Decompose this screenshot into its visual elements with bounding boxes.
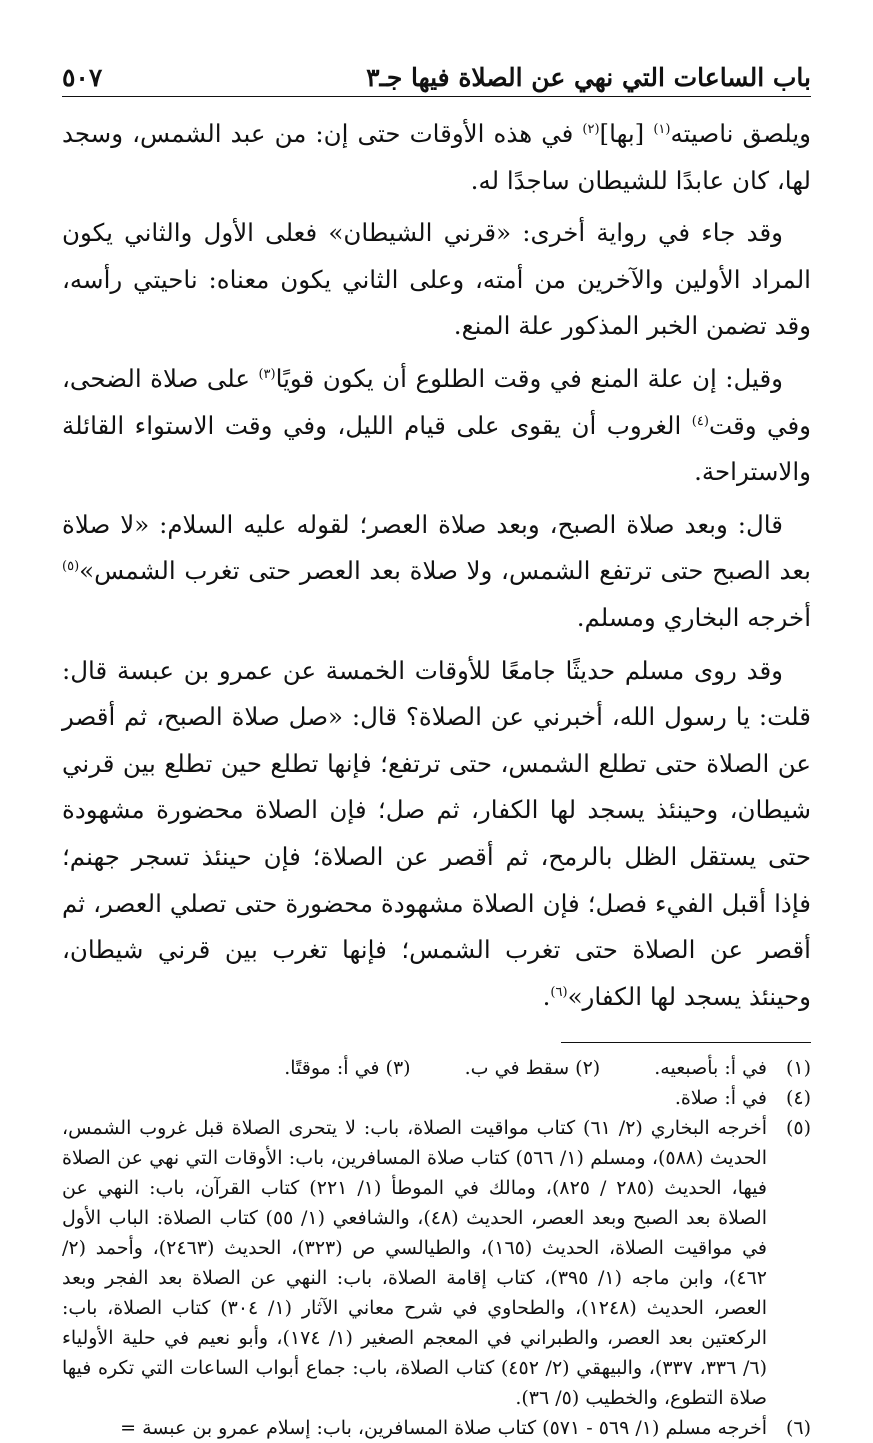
- footnote-number: (٤): [785, 1087, 811, 1110]
- footnote-ref: (٢): [582, 122, 600, 137]
- footnote-text: في أ: بأصبعيه.: [654, 1057, 767, 1080]
- footnote: [62, 1413, 811, 1443]
- footnote-divider: [561, 1042, 811, 1043]
- footnote-number: (٥): [785, 1117, 811, 1140]
- footnote: [62, 1113, 811, 1413]
- paragraph: ويلصق ناصيته$^{(١)}$ [بها]$^{(٢)}$ في هذه الأوقات حتى إن: من عبد الشمس، وسجد لها، كان عابدًا للشيطان ساجدًا له.: [62, 119, 811, 195]
- footnote-text: أخرجه البخاري (٢/ ٦١) كتاب مواقيت الصلاة، باب: لا يتحرى الصلاة قبل غروب الشمس، الحديث (٥٨٨)، ومسلم (١/ ٥٦٦) كتاب صلاة المسافرين، باب: الأوقات التي نهي عن الصلاة فيها، الحديث (٢٨٥ / ٨٢٥)، ومالك في الموطأ (١/ ٢٢١) كتاب القرآن، باب: النهي عن الصلاة بعد الصبح وبعد العصر، الحديث (٤٨)، والشافعي (١/ ٥٥) كتاب الصلاة: الباب الأول في مواقيت الصلاة، الحديث (١٦٥)، والطيالسي ص (٣٢٣)، الحديث (٢٤٦٣)، وأحمد (٢/ ٤٦٢)، وابن ماجه (١/ ٣٩٥)، كتاب إقامة الصلاة، باب: النهي عن الصلاة بعد الفجر وبعد العصر، الحديث (١٢٤٨)، والطحاوي في شرح معاني الآثار (١/ ٣٠٤) كتاب الصلاة، باب: الركعتين بعد العصر، والطبراني في المعجم الصغير (١/ ١٧٤)، وأبو نعيم في حلية الأولياء (٦/ ٣٣٦، ٣٣٧)، والبيهقي (٢/ ٤٥٢) كتاب الصلاة، باب: جماع أبواب الساعات التي تكره فيها صلاة التطوع، والخطيب (٥/ ٣٦).: [62, 1117, 768, 1410]
- footnote-ref: (٥): [62, 559, 80, 575]
- footnote-text: في أ: موقتًا.: [284, 1057, 380, 1080]
- footnote-number: (٦): [785, 1417, 811, 1440]
- chapter-title: باب الساعات التي نهي عن الصلاة فيها جـ٣: [366, 63, 811, 92]
- paragraph: وقد روى مسلم حديثًا جامعًا للأوقات الخمسة عن عمرو بن عبسة قال: قلت: يا رسول الله، أخبرني عن الصلاة؟ قال: «صل صلاة الصبح، ثم أقصر عن الصلاة حتى تطلع الشمس، حتى ترتفع؛ فإنها تطلع حين تطلع بين قرني شيطان، وحينئذ يسجد لها الكفار، ثم صل؛ فإن الصلاة محضورة مشهودة حتى يستقل الظل بالرمح، ثم أقصر عن الصلاة؛ فإن حينئذ تسجر جهنم؛ فإذا أقبل الفيء فصل؛ فإن الصلاة مشهودة محضورة حتى تصلي العصر، ثم أقصر عن الصلاة حتى تغرب الشمس؛ فإنها تغرب بين قرني شيطان، وحينئذ يسجد لها الكفار»$^{(٦)}$.: [62, 655, 811, 1011]
- paragraph: وقيل: إن علة المنع في وقت الطلوع أن يكون قويًا$^{(٣)}$ على صلاة الضحى، وفي وقت$^{(٤)}$ الغروب أن يقوى على قيام الليل، وفي وقت الاستواء القائلة والاستراحة.: [62, 363, 811, 487]
- running-header: [62, 52, 811, 97]
- paragraph: وقد جاء في رواية أخرى: «قرني الشيطان» فعلى الأول والثاني يكون المراد الأولين والآخرين من أمته، وعلى الثاني يكون معناه: ناحيتي رأسه، وقد تضمن الخبر المذكور علة المنع.: [62, 218, 811, 341]
- footnote-text: أخرجه مسلم (١/ ٥٦٩ - ٥٧١) كتاب صلاة المسافرين، باب: إسلام عمرو بن عبسة =: [120, 1417, 767, 1440]
- footnote-number: (٢): [575, 1057, 601, 1080]
- footnote-ref: (٤): [691, 413, 709, 429]
- footnote-number: (٣): [385, 1057, 411, 1080]
- footnote-ref: (١): [653, 122, 671, 137]
- footnotes: [62, 1053, 811, 1443]
- main-text: [62, 111, 811, 1020]
- page-number: ٥٠٧: [62, 63, 103, 92]
- footnote-text: في أ: صلاة.: [674, 1087, 767, 1110]
- paragraph: قال: وبعد صلاة الصبح، وبعد صلاة العصر؛ لقوله عليه السلام: «لا صلاة بعد الصبح حتى ترتفع الشمس، ولا صلاة بعد العصر حتى تغرب الشمس»$^{(٥)}$ أخرجه البخاري ومسلم.: [62, 509, 811, 632]
- footnote-row: [62, 1053, 811, 1083]
- footnote-ref: (٣): [258, 366, 276, 382]
- footnote-text: سقط في ب.: [464, 1057, 570, 1080]
- footnote-number: (١): [785, 1057, 811, 1080]
- footnote: [62, 1083, 811, 1113]
- footnote-ref: (٦): [550, 984, 568, 1000]
